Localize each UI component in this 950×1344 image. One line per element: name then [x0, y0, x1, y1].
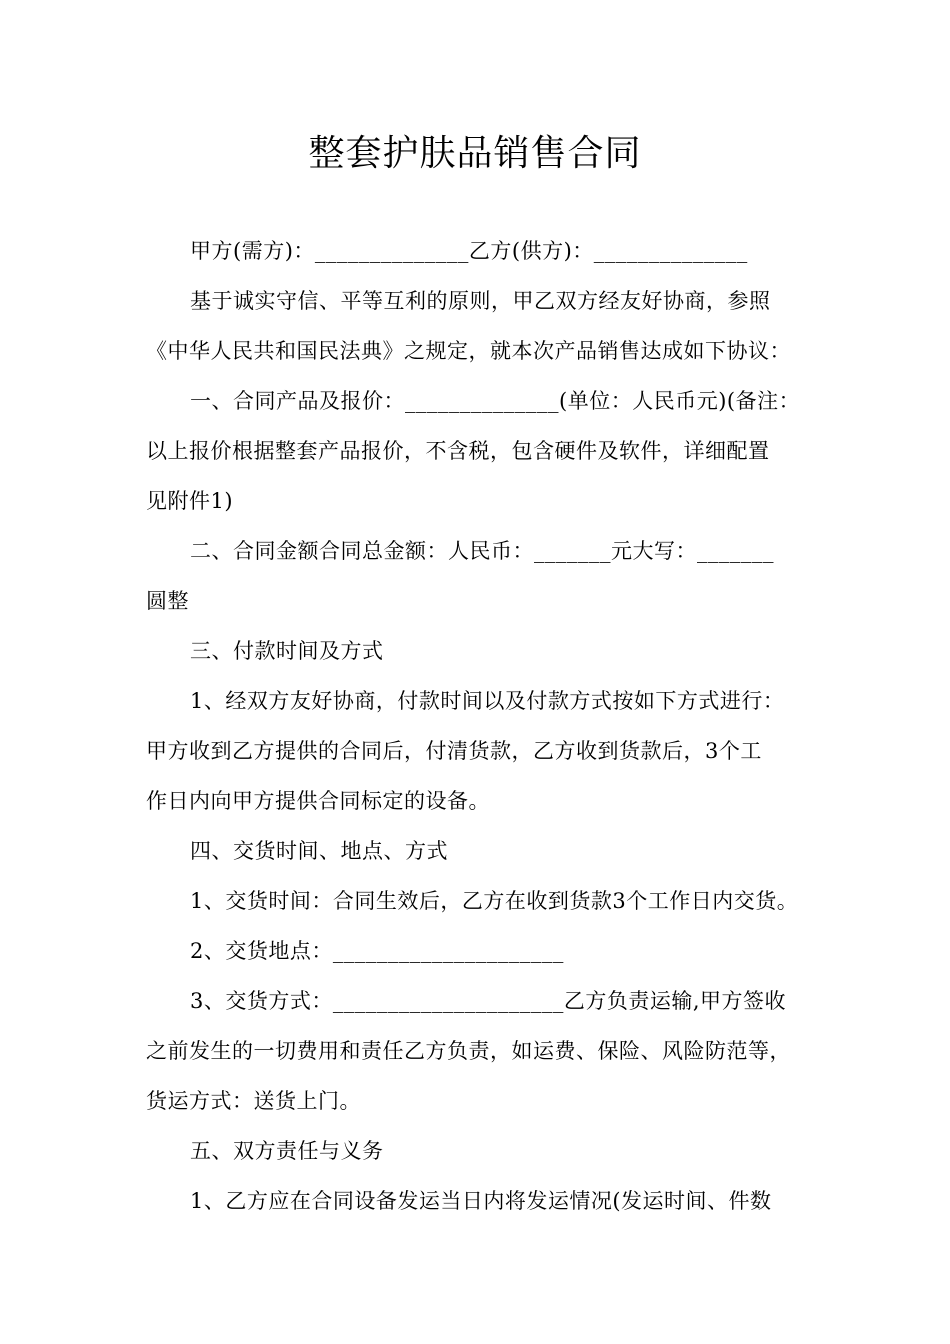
paragraph-line: 3、交货方式：_____________________乙方负责运输,甲方签收: [190, 989, 787, 1013]
page-title: 整套护肤品销售合同: [308, 133, 642, 174]
section-heading: 五、双方责任与义务: [190, 1139, 384, 1163]
section-heading: 四、交货时间、地点、方式: [190, 839, 448, 863]
paragraph-line: 见附件1): [146, 489, 234, 513]
paragraph-line: 作日内向甲方提供合同标定的设备。: [146, 789, 490, 813]
section-heading: 二、合同金额合同总金额：人民币：_______元大写：_______: [190, 539, 774, 563]
paragraph-line: 圆整: [146, 589, 189, 613]
paragraph-line: 货运方式：送货上门。: [146, 1089, 361, 1113]
paragraph-line: 基于诚实守信、平等互利的原则，甲乙双方经友好协商，参照: [190, 289, 771, 313]
paragraph-line: 1、交货时间：合同生效后，乙方在收到货款3个工作日内交货。: [190, 889, 799, 913]
paragraph-line: 1、乙方应在合同设备发运当日内将发运情况(发运时间、件数: [190, 1189, 772, 1213]
paragraph-line: 《中华人民共和国民法典》之规定，就本次产品销售达成如下协议：: [146, 339, 791, 363]
paragraph-line: 2、交货地点：_____________________: [190, 939, 564, 963]
paragraph-line: 甲方收到乙方提供的合同后，付清货款，乙方收到货款后，3个工: [146, 739, 762, 763]
parties-line: 甲方(需方)：______________乙方(供方)：______________: [190, 239, 748, 263]
section-heading: 一、合同产品及报价：______________(单位：人民币元)(备注：: [190, 389, 801, 413]
paragraph-line: 1、经双方友好协商，付款时间以及付款方式按如下方式进行：: [190, 689, 785, 713]
paragraph-line: 之前发生的一切费用和责任乙方负责，如运费、保险、风险防范等，: [146, 1039, 791, 1063]
paragraph-line: 以上报价根据整套产品报价，不含税，包含硬件及软件，详细配置: [146, 439, 770, 463]
section-heading: 三、付款时间及方式: [190, 639, 384, 663]
